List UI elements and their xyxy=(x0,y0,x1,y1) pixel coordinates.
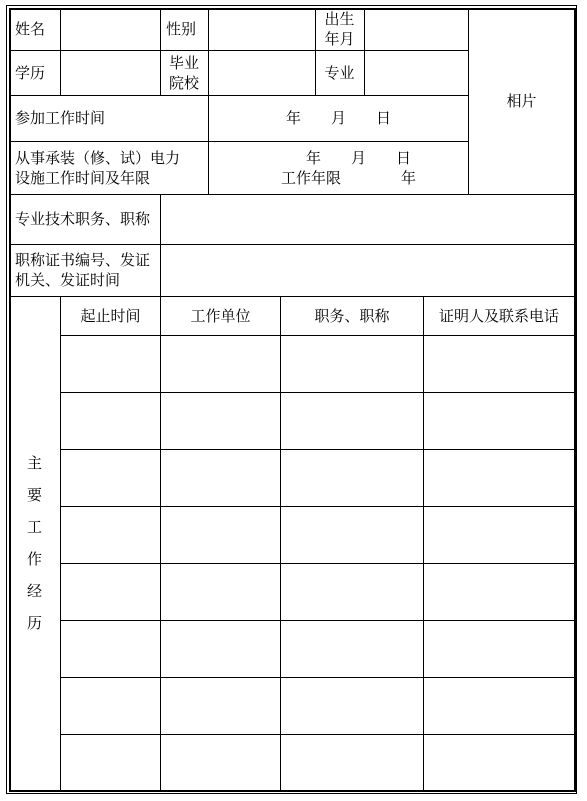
header-position: 职务、职称 xyxy=(314,306,390,325)
experience-position-cell[interactable] xyxy=(281,564,423,620)
gender-label: 性别 xyxy=(166,20,197,38)
experience-period-cell[interactable] xyxy=(61,450,160,506)
birth-date-field[interactable] xyxy=(365,8,468,50)
school-field[interactable] xyxy=(209,50,315,95)
experience-reference-cell[interactable] xyxy=(424,564,574,620)
title-label: 专业技术职务、职称 xyxy=(15,210,151,228)
experience-reference-cell[interactable] xyxy=(424,336,574,392)
experience-employer-cell[interactable] xyxy=(161,564,280,620)
power-work-date: 年 月 日 xyxy=(305,148,411,167)
school-label: 毕业 院校 xyxy=(168,53,199,92)
major-field[interactable] xyxy=(365,50,468,95)
experience-employer-cell[interactable] xyxy=(161,507,280,563)
work-years: 工作年限 年 xyxy=(281,168,417,187)
experience-reference-cell[interactable] xyxy=(424,507,574,563)
experience-reference-cell[interactable] xyxy=(424,450,574,506)
experience-period-cell[interactable] xyxy=(61,621,160,677)
header-reference: 证明人及联系电话 xyxy=(438,306,559,325)
cert-label: 职称证书编号、发证 机关、发证时间 xyxy=(15,251,151,289)
experience-reference-cell[interactable] xyxy=(424,621,574,677)
experience-reference-cell[interactable] xyxy=(424,735,574,791)
experience-position-cell[interactable] xyxy=(281,393,423,449)
experience-employer-cell[interactable] xyxy=(161,621,280,677)
experience-reference-cell[interactable] xyxy=(424,393,574,449)
header-employer: 工作单位 xyxy=(190,306,251,325)
education-field[interactable] xyxy=(61,50,160,95)
experience-period-cell[interactable] xyxy=(61,678,160,734)
title-field[interactable] xyxy=(161,194,574,244)
cert-field[interactable] xyxy=(161,244,574,296)
header-period: 起止时间 xyxy=(80,306,141,325)
power-work-field[interactable] xyxy=(209,141,468,194)
experience-employer-cell[interactable] xyxy=(161,735,280,791)
experience-position-cell[interactable] xyxy=(281,450,423,506)
birth-date-label: 出生 年月 xyxy=(324,10,355,48)
work-start-label: 参加工作时间 xyxy=(15,109,106,127)
power-work-label: 从事承装（修、试）电力 设施工作时间及年限 xyxy=(15,148,181,187)
experience-employer-cell[interactable] xyxy=(161,393,280,449)
gender-field[interactable] xyxy=(209,8,315,50)
experience-period-cell[interactable] xyxy=(61,393,160,449)
experience-employer-cell[interactable] xyxy=(161,336,280,392)
experience-period-cell[interactable] xyxy=(61,336,160,392)
experience-position-cell[interactable] xyxy=(281,621,423,677)
education-label: 学历 xyxy=(15,63,46,82)
experience-position-cell[interactable] xyxy=(281,735,423,791)
major-label: 专业 xyxy=(324,63,355,82)
experience-employer-cell[interactable] xyxy=(161,450,280,506)
experience-label: 主 要 工 作 经 历 xyxy=(26,454,42,632)
experience-reference-cell[interactable] xyxy=(424,678,574,734)
name-field[interactable] xyxy=(61,8,160,50)
experience-period-cell[interactable] xyxy=(61,735,160,791)
experience-position-cell[interactable] xyxy=(281,678,423,734)
experience-period-cell[interactable] xyxy=(61,507,160,563)
experience-employer-cell[interactable] xyxy=(161,678,280,734)
experience-position-cell[interactable] xyxy=(281,507,423,563)
photo-area[interactable]: 相片 xyxy=(506,92,537,110)
name-label: 姓名 xyxy=(15,20,46,38)
experience-period-cell[interactable] xyxy=(61,564,160,620)
work-start-date-field[interactable]: 年 月 日 xyxy=(285,109,391,127)
registration-form xyxy=(9,8,575,792)
experience-position-cell[interactable] xyxy=(281,336,423,392)
